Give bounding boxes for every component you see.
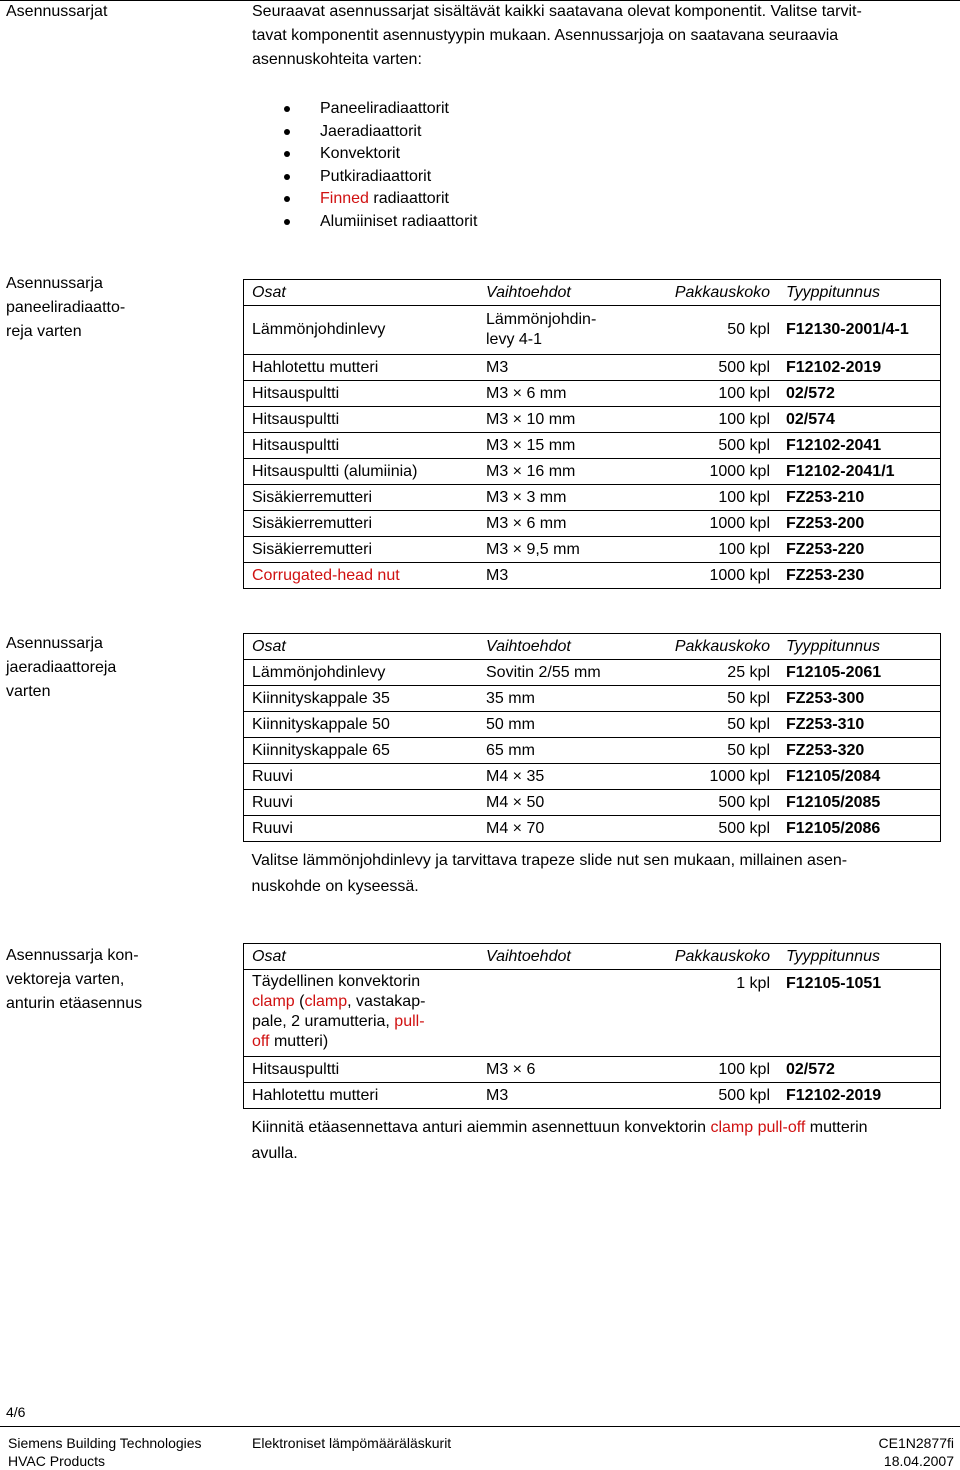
table-row: Hahlotettu mutteri M3 500 kpl F12102-2019 (244, 1083, 941, 1109)
intro-paragraph (252, 0, 942, 72)
footer-division: HVAC Products (8, 1453, 105, 1469)
col-header-type: Tyyppitunnus (778, 280, 941, 306)
col-header-type: Tyyppitunnus (778, 634, 941, 660)
table-header-row (244, 280, 941, 306)
footer-rule (0, 1426, 960, 1427)
list-item: Paneeliradiaattorit (290, 98, 477, 121)
table-row: Ruuvi M4 × 70 500 kpl F12105/2086 (244, 816, 941, 842)
col-header-type: Tyyppitunnus (778, 944, 941, 970)
table-row: Hitsauspultti M3 × 15 mm 500 kpl F12102-2041 (244, 433, 941, 459)
divided-radiator-kit-table (243, 633, 941, 900)
table-row: Lämmönjohdinlevy Sovitin 2/55 mm 25 kpl F12105-2061 (244, 660, 941, 686)
footer-doc-id: CE1N2877fi (878, 1435, 954, 1451)
table-row: Kiinnityskappale 65 65 mm 50 kpl FZ253-320 (244, 738, 941, 764)
table-row: Hitsauspultti (alumiinia) M3 × 16 mm 1000 kpl F12102-2041/1 (244, 459, 941, 485)
section2-note: Valitse lämmönjohdinlevy ja tarvittava trapeze slide nut sen mukaan, millainen asen- nuskohde on kyseessä. (251, 852, 848, 895)
table-note-row (244, 1109, 941, 1168)
col-header-pack: Pakkauskoko (658, 944, 778, 970)
finned-highlight: Finned (320, 190, 369, 208)
col-header-options: Vaihtoehdot (478, 280, 658, 306)
footer-company: Siemens Building Technologies (8, 1435, 202, 1451)
col-header-options: Vaihtoehdot (478, 634, 658, 660)
table-note-row (244, 842, 941, 901)
list-item: Konvektorit (290, 143, 477, 166)
col-header-parts: Osat (244, 944, 479, 970)
table-row: Sisäkierremutteri M3 × 3 mm 100 kpl FZ253-210 (244, 485, 941, 511)
radiator-type-list (290, 98, 477, 234)
list-item: Jaeradiaattorit (290, 121, 477, 144)
table-row: Sisäkierremutteri M3 × 9,5 mm 100 kpl FZ253-220 (244, 537, 941, 563)
footer-date: 18.04.2007 (883, 1453, 954, 1469)
table-row: Hitsauspultti M3 × 6 mm 100 kpl 02/572 (244, 381, 941, 407)
list-item: Finned radiaattorit (290, 188, 477, 211)
intro-side-label: Asennussarjat (6, 3, 108, 20)
table-row: Täydellinen konvektorin clamp (clamp, vastakap- pale, 2 uramutteria, pull- off mutteri) 1 kpl F12105-1051 (244, 970, 941, 1057)
col-header-parts: Osat (244, 280, 479, 306)
table-row: Corrugated-head nut M3 1000 kpl FZ253-230 (244, 563, 941, 589)
panel-radiator-kit-table (243, 279, 941, 589)
table-row: Hitsauspultti M3 × 6 100 kpl 02/572 (244, 1057, 941, 1083)
list-item: Putkiradiaattorit (290, 166, 477, 189)
section1-label: Asennussarja paneeliradiaatto- reja varten (6, 275, 126, 340)
table-row: Ruuvi M4 × 35 1000 kpl F12105/2084 (244, 764, 941, 790)
table-row: Sisäkierremutteri M3 × 6 mm 1000 kpl FZ253-200 (244, 511, 941, 537)
table-row: Lämmönjohdinlevy Lämmönjohdin- levy 4-1 50 kpl F12130-2001/4-1 (244, 306, 941, 355)
intro-line: asennuskohteita varten: (252, 51, 422, 68)
convector-kit-table (243, 943, 941, 1167)
table-header-row (244, 944, 941, 970)
col-header-parts: Osat (244, 634, 479, 660)
table-row: Kiinnityskappale 50 50 mm 50 kpl FZ253-310 (244, 712, 941, 738)
section2-label: Asennussarja jaeradiaattoreja varten (6, 635, 117, 700)
page-number: 4/6 (6, 1404, 26, 1420)
section3-note: Kiinnitä etäasennettava anturi aiemmin asennettuun konvektorin clamp pull-off mutterin avulla. (251, 1119, 868, 1162)
footer-product: Elektroniset lämpömääräläskurit (252, 1435, 452, 1451)
intro-line: tavat komponentit asennustyypin mukaan. Asennussarjoja on saatavana seuraavia (252, 27, 839, 44)
intro-line: Seuraavat asennussarjat sisältävät kaikki saatavana olevat komponentit. Valitse tarvit- (252, 3, 862, 20)
table-row: Kiinnityskappale 35 35 mm 50 kpl FZ253-300 (244, 686, 941, 712)
table-row: Hitsauspultti M3 × 10 mm 100 kpl 02/574 (244, 407, 941, 433)
col-header-pack: Pakkauskoko (658, 634, 778, 660)
table-row: Hahlotettu mutteri M3 500 kpl F12102-2019 (244, 355, 941, 381)
section3-label: Asennussarja kon- vektoreja varten, anturin etäasennus (6, 947, 143, 1012)
col-header-options: Vaihtoehdot (478, 944, 658, 970)
table-row: Ruuvi M4 × 50 500 kpl F12105/2085 (244, 790, 941, 816)
table-header-row (244, 634, 941, 660)
list-item: Alumiiniset radiaattorit (290, 211, 477, 234)
col-header-pack: Pakkauskoko (658, 280, 778, 306)
